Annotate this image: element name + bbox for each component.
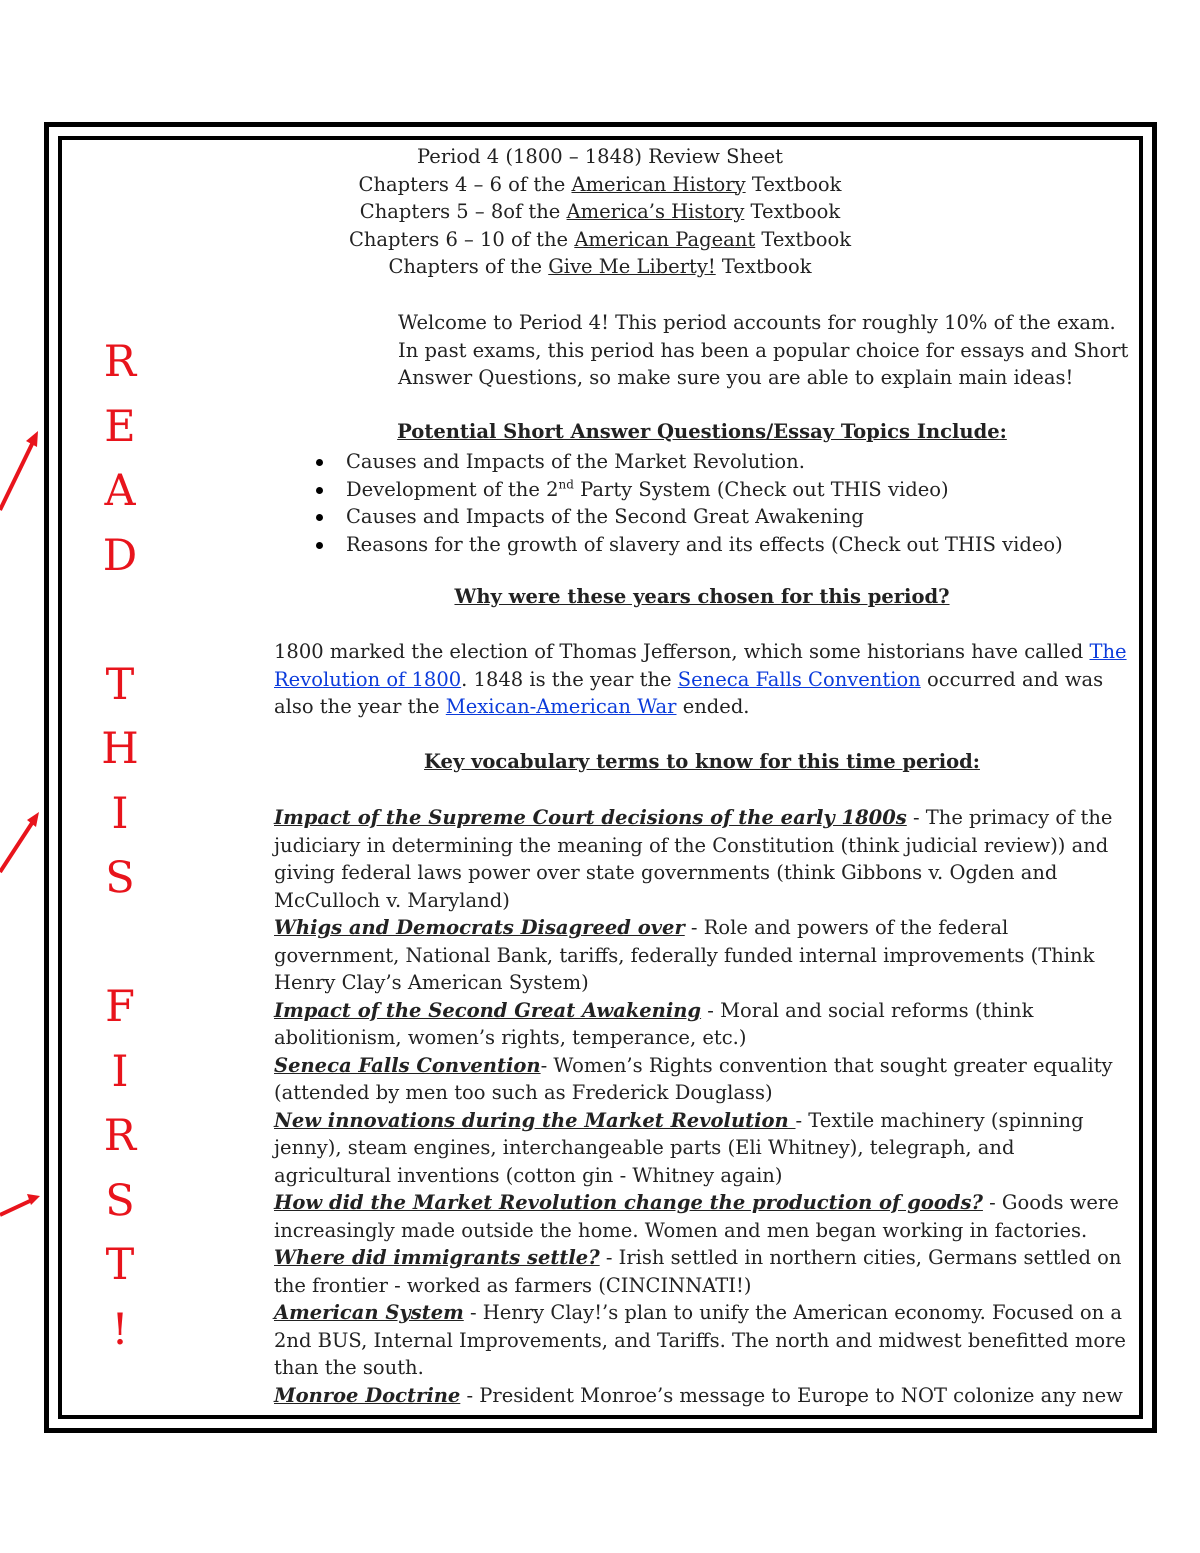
vocab-term: Monroe Doctrine xyxy=(274,1383,461,1407)
book-title: American History xyxy=(571,172,746,196)
vocab-entry xyxy=(274,997,1136,1052)
intro-text: 1800 marked the election of Thomas Jefferson, which some historians have called xyxy=(274,640,1090,663)
vocab-term: New innovations during the Market Revolution xyxy=(274,1108,796,1132)
vocab-term: Impact of the Supreme Court decisions of the early 1800s xyxy=(274,806,907,829)
intro-paragraph xyxy=(274,638,1134,721)
vocab-entry xyxy=(274,804,1136,914)
vocab-list xyxy=(274,804,1136,1409)
list-item xyxy=(300,476,1063,504)
header-text: Textbook xyxy=(755,227,852,251)
bullet-icon xyxy=(316,514,323,521)
vocab-entry xyxy=(274,1382,1136,1410)
superscript: nd xyxy=(558,477,574,491)
vocab-term: Seneca Falls Convention xyxy=(274,1053,541,1077)
header-text: Chapters 6 – 10 of the xyxy=(348,227,575,251)
document-header xyxy=(300,143,900,281)
bullet-icon xyxy=(316,459,323,466)
vocab-entry xyxy=(274,1189,1136,1244)
vocab-term: How did the Market Revolution change the production of goods? xyxy=(274,1191,983,1214)
list-item-text: Development of the 2 xyxy=(346,477,559,501)
vocab-definition: - The primacy of the judiciary in determining the meaning of the Constitution (think judicial review)) and giving federal laws power over state governments (think Gibbons v. Ogden and McCulloch v. Maryland) xyxy=(274,806,1113,912)
annotation-letter: R xyxy=(103,1111,137,1161)
arrow-icon xyxy=(0,812,39,872)
header-text: Chapters of the xyxy=(388,255,549,278)
potential-questions-heading: Potential Short Answer Questions/Essay Topics Include: xyxy=(397,420,1007,443)
annotation-letter: ! xyxy=(111,1304,129,1355)
annotation-letter: R xyxy=(103,337,137,387)
header-line-give-me-liberty xyxy=(300,253,900,281)
list-item xyxy=(300,448,1063,476)
annotation-letter: S xyxy=(105,853,135,903)
annotation-letter: I xyxy=(111,1046,129,1097)
vocab-entry xyxy=(274,1299,1136,1382)
annotation-letter: T xyxy=(105,659,135,710)
header-line-american-pageant xyxy=(300,226,900,254)
vocab-term: Impact of the Second Great Awakening xyxy=(274,998,702,1022)
annotation-letter: F xyxy=(105,982,135,1032)
book-title: America’s History xyxy=(566,200,745,223)
annotation-letter: D xyxy=(102,530,138,581)
vocab-term: Where did immigrants settle? xyxy=(274,1246,600,1269)
why-years-heading: Why were these years chosen for this period? xyxy=(454,585,950,608)
list-item-text: Reasons for the growth of slavery and its effects (Check out THIS video) xyxy=(346,532,1063,556)
intro-text: . 1848 is the year the xyxy=(461,667,678,691)
read-this-first-annotation xyxy=(100,330,140,1362)
list-item-text: Causes and Impacts of the Second Great Awakening xyxy=(346,505,864,528)
annotation-letter: A xyxy=(104,466,136,516)
bullet-icon xyxy=(316,487,323,494)
vocab-definition: - Women’s Rights convention that sought greater equality (attended by men too such as Frederick Douglass) xyxy=(274,1053,1113,1104)
vocab-entry xyxy=(274,1244,1136,1299)
vocab-definition: - President Monroe’s message to Europe to NOT colonize any new xyxy=(460,1383,1123,1407)
vocab-entry xyxy=(274,914,1136,997)
intro-text: ended. xyxy=(676,695,750,718)
mexican-american-war-link[interactable]: Mexican-American War xyxy=(445,695,677,718)
vocab-entry xyxy=(274,1052,1136,1107)
vocab-term: American System xyxy=(274,1301,464,1324)
annotation-letter: E xyxy=(104,401,136,452)
header-text: Textbook xyxy=(745,172,842,196)
vocab-term: Whigs and Democrats Disagreed over xyxy=(274,916,685,939)
list-item xyxy=(300,531,1063,559)
vocab-definition: - Goods were increasingly made outside the home. Women and men began working in factories. xyxy=(274,1191,1119,1242)
arrow-icon xyxy=(0,1194,40,1215)
vocab-definition: - Irish settled in northern cities, Germans settled on the frontier - worked as farmers (CINCINNATI!) xyxy=(274,1246,1122,1297)
vocab-heading: Key vocabulary terms to know for this time period: xyxy=(424,750,980,773)
book-title: Give Me Liberty! xyxy=(548,255,716,278)
list-item xyxy=(300,503,1063,531)
header-line-american-history xyxy=(300,171,900,199)
annotation-letter: H xyxy=(101,724,139,774)
arrow-icon xyxy=(0,431,38,510)
vocab-definition: - Moral and social reforms (think abolitionism, women’s rights, temperance, etc.) xyxy=(274,998,1034,1049)
header-text: Textbook xyxy=(744,200,841,223)
annotation-letter: S xyxy=(105,1175,135,1226)
header-text: Chapters 4 – 6 of the xyxy=(358,172,572,196)
header-text: Chapters 5 – 8of the xyxy=(359,200,567,223)
welcome-paragraph: Welcome to Period 4! This period accounts for roughly 10% of the exam. In past exams, this period has been a popular choice for essays and Short Answer Questions, so make sure you are able to explain main ideas! xyxy=(398,311,1129,389)
bullet-icon xyxy=(316,542,323,549)
annotation-letter xyxy=(100,911,140,976)
vocab-definition: - Textile machinery (spinning jenny), steam engines, interchangeable parts (Eli Whitney), telegraph, and agricultural inventions (cotton gin - Whitney again) xyxy=(274,1108,1084,1187)
vocab-definition: - Henry Clay!’s plan to unify the American economy. Focused on a 2nd BUS, Internal Improvements, and Tariffs. The north and midwest benefitted more than the south. xyxy=(274,1301,1126,1379)
book-title: American Pageant xyxy=(574,227,756,251)
vocab-definition: - Role and powers of the federal government, National Bank, tariffs, federally funded internal improvements (Think Henry Clay’s American System) xyxy=(274,916,1095,994)
seneca-falls-link[interactable]: Seneca Falls Convention xyxy=(677,667,921,691)
annotation-letter xyxy=(100,588,140,653)
annotation-letter: I xyxy=(111,788,129,839)
header-text: Textbook xyxy=(715,255,812,278)
header-title: Period 4 (1800 – 1848) Review Sheet xyxy=(417,145,783,168)
red-arrows xyxy=(0,0,60,1553)
header-line-americas-history xyxy=(300,198,900,226)
list-item-text: Party System (Check out THIS video) xyxy=(573,477,949,501)
intro-text: occurred and was also the year the xyxy=(274,667,1104,718)
vocab-entry xyxy=(274,1107,1136,1190)
annotation-letter: T xyxy=(105,1240,135,1290)
topics-list xyxy=(300,448,1063,558)
revolution-1800-link[interactable]: The Revolution of 1800 xyxy=(274,640,1127,691)
list-item-text: Causes and Impacts of the Market Revolution. xyxy=(346,450,805,473)
